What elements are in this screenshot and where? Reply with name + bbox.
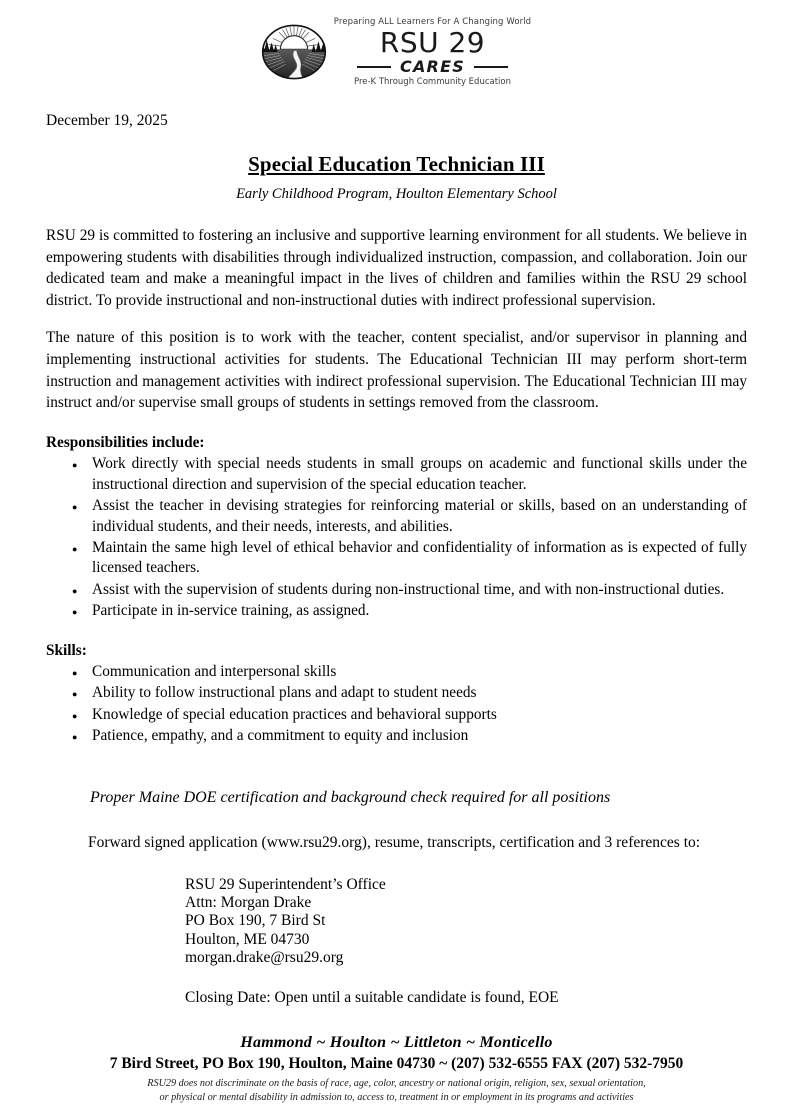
left-rule-divider: [357, 66, 391, 68]
page-title: Special Education Technician III: [248, 152, 545, 176]
responsibilities-heading: Responsibilities include:: [46, 434, 205, 452]
document-body: [0, 112, 791, 1104]
letterhead: [0, 0, 791, 86]
page-subtitle: Early Childhood Program, Houlton Elementary School: [236, 186, 557, 202]
disclaimer-line-2: or physical or mental disability in admission to, access to, treatment in or employment in its programs and activities: [159, 1091, 634, 1103]
list-item: ● Knowledge of special education practices and behavioral supports: [92, 705, 747, 725]
sunrise-road-oval-logo-icon: [260, 22, 328, 82]
address-line-street: PO Box 190, 7 Bird St: [185, 912, 326, 930]
list-item: ● Participate in in-service training, as assigned.: [92, 601, 747, 621]
list-item: ● Assist with the supervision of students during non-instructional time, and with non-instructional duties.: [92, 580, 747, 600]
skills-list: [46, 662, 747, 747]
mailing-address-block: [185, 876, 747, 967]
document-date: December 19, 2025: [46, 112, 168, 129]
certification-note: Proper Maine DOE certification and background check required for all positions: [90, 788, 611, 806]
brand-block: [334, 18, 531, 86]
position-nature-paragraph: The nature of this position is to work with the teacher, content specialist, and/or supervisor in planning and implementing instructional activities for students. The Educational Technician III may perform short-term instruction and management activities with indirect professional supervision. The Educational Technician III may instruct and/or supervise small groups of students in settings removed from the classroom.: [46, 329, 747, 412]
list-item: ● Patience, empathy, and a commitment to equity and inclusion: [92, 726, 747, 746]
responsibilities-list: [46, 454, 747, 622]
list-item: ● Work directly with special needs students in small groups on academic and functional skills under the instructional direction and supervision of the special education teacher.: [92, 454, 747, 495]
right-rule-divider: [474, 66, 508, 68]
list-item: ● Ability to follow instructional plans and adapt to student needs: [92, 683, 747, 703]
brand-name: RSU 29: [379, 26, 486, 60]
skills-heading: Skills:: [46, 641, 87, 659]
brand-cares-word: CARES: [400, 56, 465, 76]
application-instruction: Forward signed application (www.rsu29.org), resume, transcripts, certification and 3 references to:: [88, 833, 701, 851]
brand-cares-row: [357, 56, 508, 76]
address-line-email: morgan.drake@rsu29.org: [185, 948, 344, 966]
intro-paragraph: RSU 29 is committed to fostering an inclusive and supportive learning environment for all students. We believe in empowering students with disabilities through individualized instruction, compassion, and collaboration. Join our dedicated team and make a meaningful impact in the lives of children and families within the RSU 29 school district. To provide instructional and non-instructional duties with indirect professional supervision.: [46, 227, 747, 310]
list-item: ● Communication and interpersonal skills: [92, 662, 747, 682]
brand-tagline-top: Preparing ALL Learners For A Changing World: [333, 16, 532, 27]
footer-disclaimer: [46, 1077, 747, 1104]
list-item: ● Assist the teacher in devising strategies for reinforcing material or skills, based on an understanding of individual students, and their needs, interests, and abilities.: [92, 496, 747, 537]
address-line-attn: Attn: Morgan Drake: [185, 894, 312, 912]
brand-tagline-bottom: Pre-K Through Community Education: [353, 76, 511, 87]
closing-date: Closing Date: Open until a suitable candidate is found, EOE: [185, 989, 559, 1007]
footer-address: 7 Bird Street, PO Box 190, Houlton, Maine 04730 ~ (207) 532-6555 FAX (207) 532-7950: [109, 1055, 684, 1073]
disclaimer-line-1: RSU29 does not discriminate on the basis of race, age, color, ancestry or national origin, religion, sex, sexual orientation,: [147, 1078, 646, 1090]
address-line-office: RSU 29 Superintendent’s Office: [185, 875, 386, 893]
document-footer: [46, 1034, 747, 1104]
list-item: ● Maintain the same high level of ethical behavior and confidentiality of information as is expected of fully licensed teachers.: [92, 538, 747, 579]
address-line-city-state-zip: Houlton, ME 04730: [185, 930, 310, 948]
footer-towns: Hammond ~ Houlton ~ Littleton ~ Monticello: [240, 1034, 553, 1052]
